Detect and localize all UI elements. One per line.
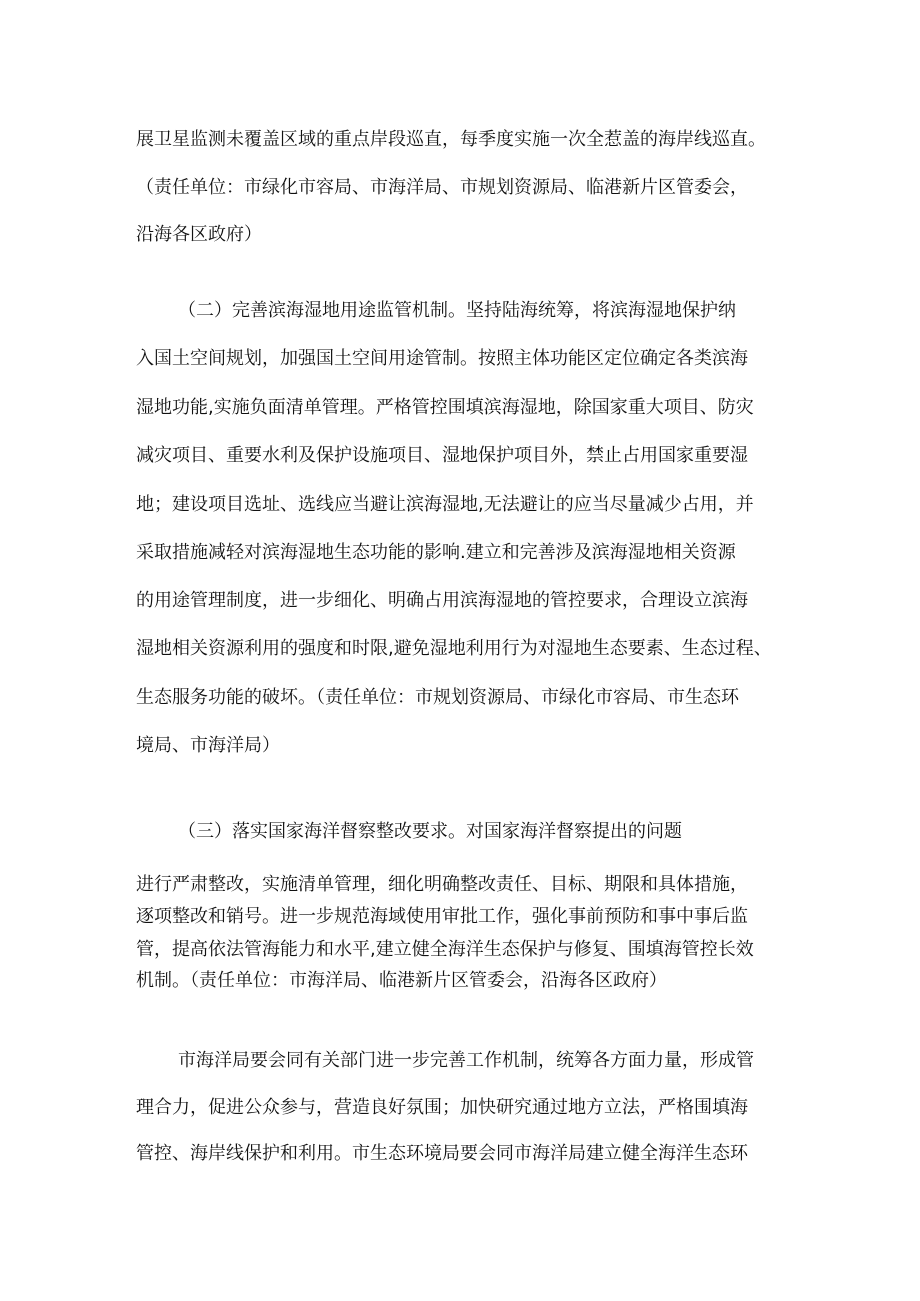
section-heading-line: （三）落实国家海洋督察整改要求。对国家海洋督察提出的问题 [178, 821, 682, 842]
section-heading-line: （二）完善滨海湿地用途监管机制。坚持陆海统筹，将滨海湿地保护纳 [178, 300, 736, 321]
text-line: 管控、海岸线保护和利用。市生态环境局要会同市海洋局建立健全海洋生态环 [136, 1143, 748, 1164]
text-line: 湿地相关资源利用的强度和时限,避免湿地利用行为对湿地生态要素、生态过程、 [136, 638, 772, 659]
text-line: 减灾项目、重要水利及保护设施项目、湿地保护项目外，禁止占用国家重要湿 [136, 445, 748, 466]
text-line: 地；建设项目选址、选线应当避让滨海湿地,无法避让的应当尽量减少占用，并 [136, 494, 754, 515]
text-line: 管，提高依法管海能力和水平,建立健全海洋生态保护与修复、围填海管控长效 [136, 939, 754, 960]
text-line: 的用途管理制度，进一步细化、明确占用滨海湿地的管控要求，合理设立滨海 [136, 590, 748, 611]
text-line: 采取措施减轻对滨海湿地生态功能的影响.建立和完善涉及滨海湿地相关资源 [136, 542, 736, 563]
text-line: 湿地功能,实施负面清单管理。严格管控围填滨海湿地，除国家重大项目、防灾 [136, 397, 754, 418]
text-line: 生态服务功能的破坏。（责任单位：市规划资源局、市绿化市容局、市生态环 [136, 687, 739, 708]
text-line: 沿海各区政府） [136, 224, 262, 245]
text-line: 理合力，促进公众参与，营造良好氛围；加快研究通过地方立法，严格围填海 [136, 1097, 748, 1118]
paragraph-first-line: 市海洋局要会同有关部门进一步完善工作机制，统筹各方面力量，形成管 [178, 1050, 754, 1071]
text-line: （责任单位：市绿化市容局、市海洋局、市规划资源局、临港新片区管委会， [136, 177, 748, 198]
text-line: 境局、市海洋局） [136, 735, 280, 756]
text-line: 展卫星监测未覆盖区域的重点岸段巡直，每季度实施一次全惹盖的海岸线巡直。 [136, 129, 766, 150]
text-line: 入国土空间规划，加强国土空间用途管制。按照主体功能区定位确定各类滨海 [136, 348, 748, 369]
text-line: 进行严肃整改，实施清单管理，细化明确整改责任、目标、期限和具体措施， [136, 874, 748, 895]
text-line: 机制。（责任单位：市海洋局、临港新片区管委会，沿海各区政府） [136, 970, 667, 991]
text-line: 逐项整改和销号。进一步规范海域使用审批工作，强化事前预防和事中事后监 [136, 906, 748, 927]
